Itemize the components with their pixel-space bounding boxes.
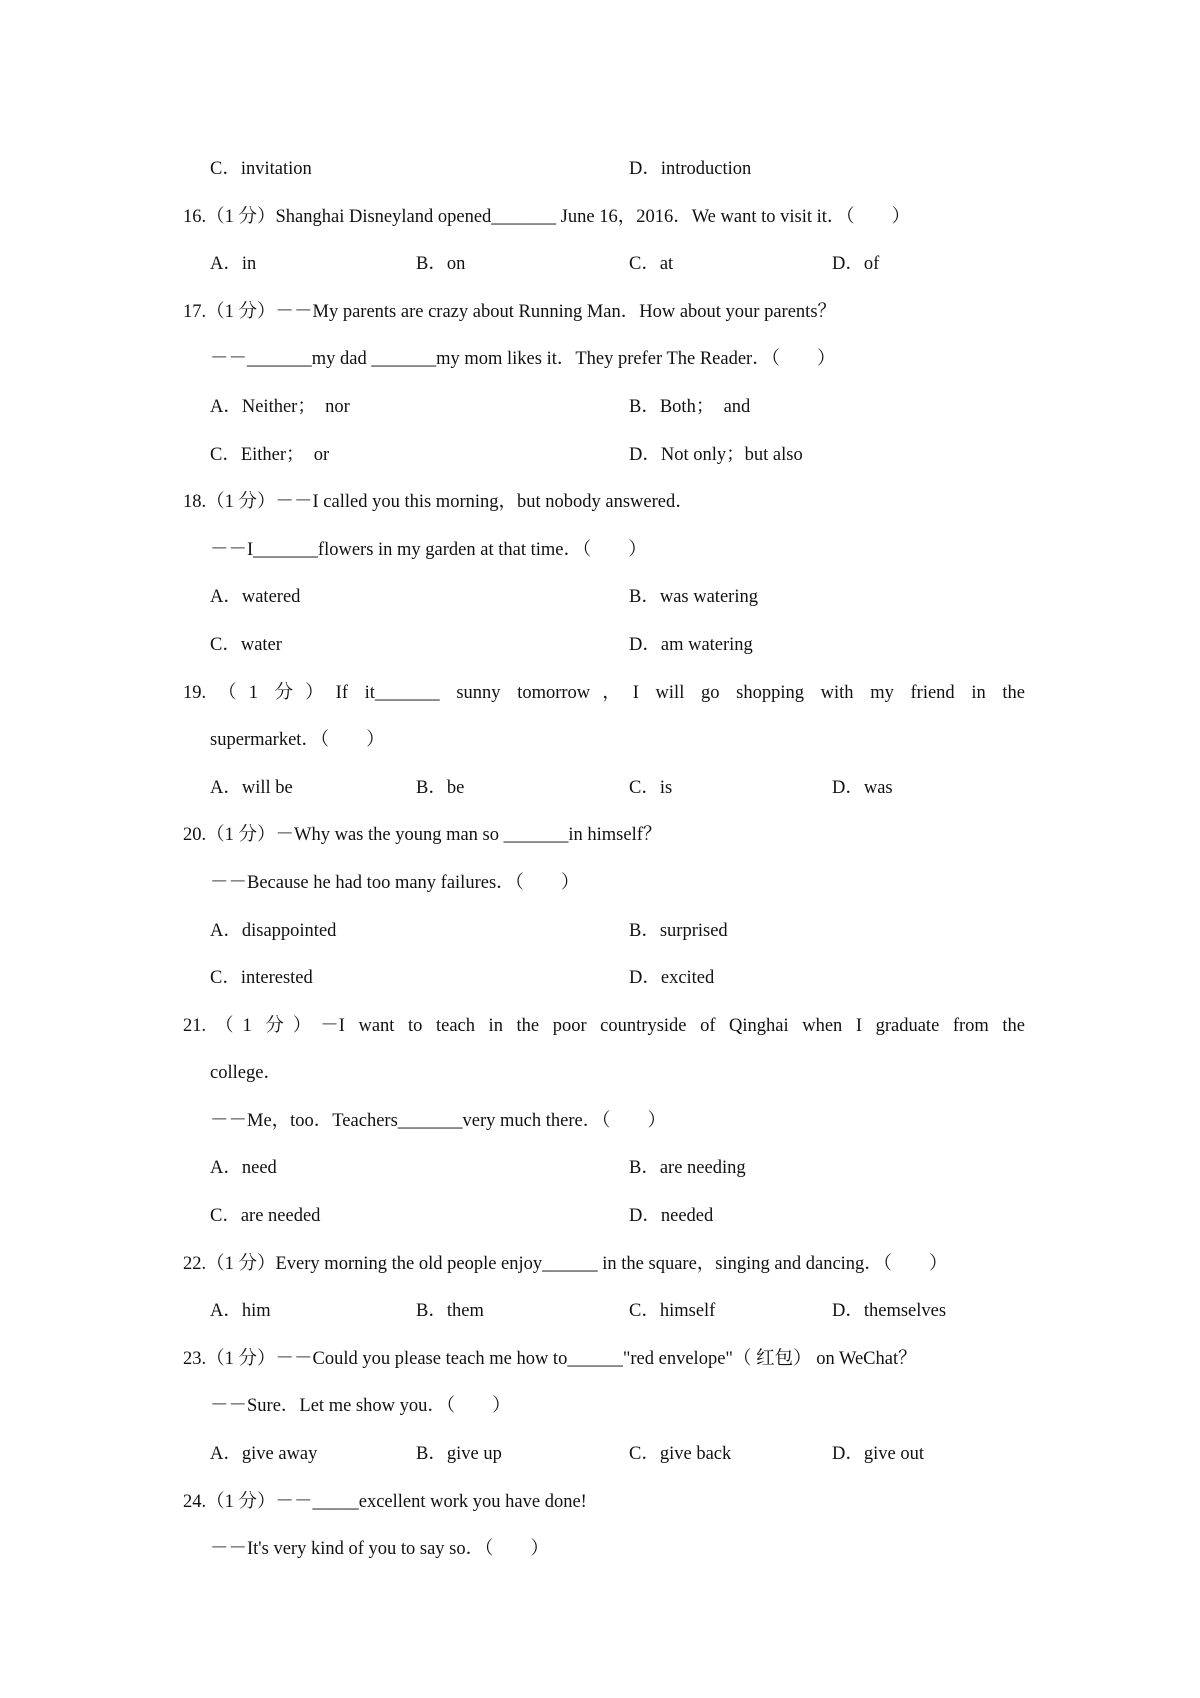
answer-option: C．water — [210, 634, 282, 655]
answer-options — [0, 384, 1200, 432]
answer-option: A．Neither； nor — [210, 396, 350, 417]
answer-option: B．was watering — [629, 587, 758, 608]
answer-option: C．are needed — [210, 1206, 321, 1227]
answer-option: A．him — [210, 1301, 271, 1322]
question-continuation: supermarket．（ ） — [210, 730, 385, 751]
answer-options — [0, 1193, 1200, 1241]
answer-option: B．give up — [416, 1444, 502, 1465]
answer-option: D．of — [832, 254, 880, 275]
question-continuation: －－_______my dad _______my mom likes it．They prefer The Reader．（ ） — [210, 349, 836, 370]
answer-option: D．themselves — [832, 1301, 947, 1322]
answer-option: D．Not only；but also — [629, 444, 803, 465]
question-stem: 24.（1 分）－－_____excellent work you have done! — [183, 1491, 587, 1512]
question-continuation: －－I_______flowers in my garden at that time．（ ） — [210, 539, 647, 560]
exam-page — [0, 146, 1200, 1574]
answer-option: A．disappointed — [210, 920, 337, 941]
question-stem: 21.（1 分）－I want to teach in the poor countryside of Qinghai when I graduate from the — [183, 1015, 1025, 1036]
question-stem: 16.（1 分）Shanghai Disneyland opened_______ June 16，2016．We want to visit it．（ ） — [183, 206, 911, 227]
question-stem: 23.（1 分）－－Could you please teach me how to______"red envelope"（ 红包） on WeChat？ — [183, 1348, 917, 1369]
answer-options — [0, 765, 1200, 813]
answer-options — [0, 432, 1200, 480]
answer-option: B．on — [416, 254, 466, 275]
answer-option: C．is — [629, 777, 673, 798]
answer-option: D．introduction — [629, 159, 752, 179]
answer-option: C．interested — [210, 968, 313, 989]
answer-options — [0, 146, 1200, 194]
answer-option: A．need — [210, 1158, 277, 1179]
question-stem: 18.（1 分）－－I called you this morning，but nobody answered． — [183, 492, 694, 513]
question-stem: 22.（1 分）Every morning the old people enjoy______ in the square，singing and dancing．（ ） — [183, 1253, 948, 1274]
answer-option: D．give out — [832, 1444, 924, 1465]
question-continuation: －－It's very kind of you to say so．（ ） — [210, 1539, 549, 1560]
answer-option: A．give away — [210, 1444, 318, 1465]
question-continuation: college． — [210, 1063, 282, 1084]
answer-options — [0, 1145, 1200, 1193]
answer-options — [0, 241, 1200, 289]
answer-option: A．watered — [210, 587, 301, 608]
answer-option: A．in — [210, 254, 257, 275]
answer-option: C．invitation — [210, 159, 312, 179]
question-continuation: －－Sure．Let me show you．（ ） — [210, 1396, 511, 1417]
answer-option: B．them — [416, 1301, 484, 1322]
answer-option: C．give back — [629, 1444, 732, 1465]
answer-option: C．himself — [629, 1301, 716, 1322]
answer-options — [0, 908, 1200, 956]
question-stem: 20.（1 分）－Why was the young man so _______in himself？ — [183, 825, 662, 846]
answer-option: D．excited — [629, 968, 715, 989]
answer-options — [0, 955, 1200, 1003]
answer-option: B．are needing — [629, 1158, 746, 1179]
answer-option: C．at — [629, 254, 674, 275]
answer-options — [0, 622, 1200, 670]
question-stem: 19.（1 分）If it_______ sunny tomorrow，I will go shopping with my friend in the — [183, 682, 1025, 703]
answer-options — [0, 574, 1200, 622]
answer-option: C．Either； or — [210, 444, 330, 465]
answer-option: B．surprised — [629, 920, 728, 941]
answer-option: D．am watering — [629, 634, 753, 655]
answer-options — [0, 1431, 1200, 1479]
answer-options — [0, 1288, 1200, 1336]
answer-option: B．be — [416, 777, 465, 798]
answer-option: A．will be — [210, 777, 293, 798]
question-stem: 17.（1 分）－－My parents are crazy about Running Man．How about your parents？ — [183, 301, 837, 322]
question-continuation: －－Because he had too many failures．（ ） — [210, 872, 580, 893]
answer-option: D．needed — [629, 1206, 714, 1227]
answer-option: D．was — [832, 777, 893, 798]
answer-option: B．Both； and — [629, 396, 751, 417]
question-continuation: －－Me，too．Teachers_______very much there．（ ） — [210, 1110, 666, 1131]
